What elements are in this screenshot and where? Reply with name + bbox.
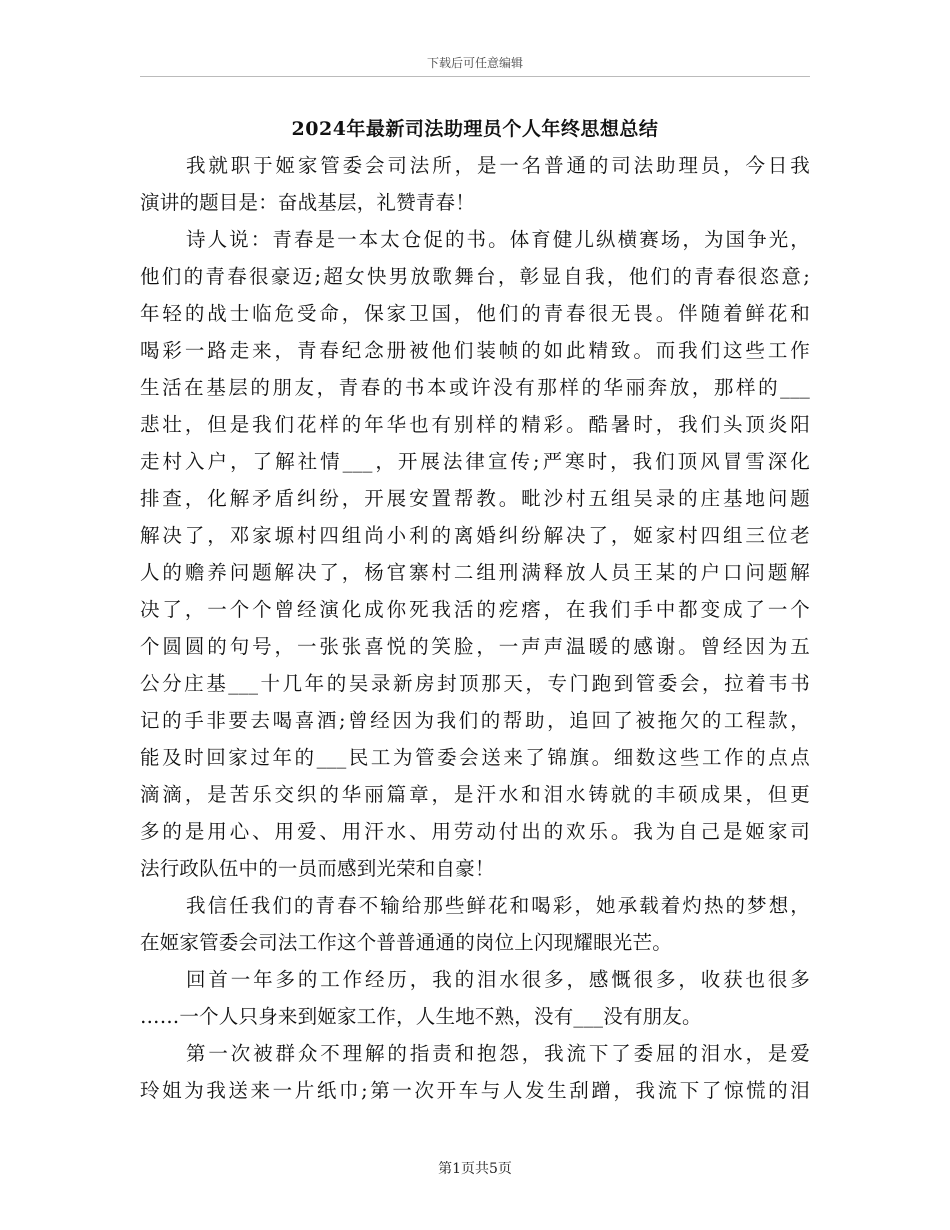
body-line: 第一次被群众不理解的指责和抱怨，我流下了委屈的泪水，是爱	[186, 1042, 810, 1065]
document-title: 2024年最新司法助理员个人年终思想总结	[291, 118, 659, 140]
body-line: 回首一年多的工作经历，我的泪水很多，感慨很多，收获也很多	[186, 968, 810, 991]
body-line: 能及时回家过年的___民工为管委会送来了锦旗。细数这些工作的点点	[140, 746, 810, 769]
header-divider	[140, 76, 810, 77]
body-line: 在姬家管委会司法工作这个普普通通的岗位上闪现耀眼光芒。	[140, 931, 672, 954]
body-line: 人的赡养问题解决了，杨官寨村二组刑满释放人员王某的户口问题解	[140, 561, 810, 584]
body-line: 生活在基层的朋友，青春的书本或许没有那样的华丽奔放，那样的___	[140, 376, 810, 399]
body-line: 解决了，邓家塬村四组尚小利的离婚纠纷解决了，姬家村四组三位老	[140, 524, 810, 547]
body-line: 多的是用心、用爱、用汗水、用劳动付出的欢乐。我为自己是姬家司	[140, 820, 810, 843]
body-line: 诗人说：青春是一本太仓促的书。体育健儿纵横赛场，为国争光，	[186, 228, 810, 251]
body-line: 玲姐为我送来一片纸巾;第一次开车与人发生刮蹭，我流下了惊慌的泪	[140, 1079, 810, 1102]
body-line: 悲壮，但是我们花样的年华也有别样的精彩。酷暑时，我们头顶炎阳	[140, 413, 810, 436]
page-header-note: 下载后可任意编辑	[426, 56, 523, 70]
body-line: 走村入户，了解社情___，开展法律宣传;严寒时，我们顶风冒雪深化	[140, 450, 810, 473]
body-line: 公分庄基___十几年的吴录新房封顶那天，专门跑到管委会，拉着韦书	[140, 672, 810, 695]
body-line: 个圆圆的句号，一张张喜悦的笑脸，一声声温暖的感谢。曾经因为五	[140, 635, 810, 658]
body-line: 法行政队伍中的一员而感到光荣和自豪！	[140, 857, 495, 880]
body-line: 年轻的战士临危受命，保家卫国，他们的青春很无畏。伴随着鲜花和	[140, 302, 810, 325]
page-number-footer: 第1页共5页	[438, 1161, 512, 1177]
body-line: 喝彩一路走来，青春纪念册被他们装帧的如此精致。而我们这些工作	[140, 339, 810, 362]
body-line: 排查，化解矛盾纠纷，开展安置帮教。毗沙村五组吴录的庄基地问题	[140, 487, 810, 510]
body-line: 记的手非要去喝喜酒;曾经因为我们的帮助，追回了被拖欠的工程款，	[140, 709, 810, 732]
body-line: ……一个人只身来到姬家工作，人生地不熟，没有___没有朋友。	[140, 1005, 702, 1028]
body-line: 我就职于姬家管委会司法所，是一名普通的司法助理员，今日我	[186, 154, 810, 177]
body-line: 演讲的题目是：奋战基层，礼赞青春！	[140, 191, 475, 214]
body-line: 他们的青春很豪迈;超女快男放歌舞台，彰显自我，他们的青春很恣意;	[140, 265, 810, 288]
body-line: 我信任我们的青春不输给那些鲜花和喝彩，她承载着灼热的梦想，	[186, 894, 810, 917]
body-line: 滴滴，是苦乐交织的华丽篇章，是汗水和泪水铸就的丰硕成果，但更	[140, 783, 810, 806]
body-line: 决了，一个个曾经演化成你死我活的疙瘩，在我们手中都变成了一个	[140, 598, 810, 621]
document-body	[140, 147, 810, 1109]
